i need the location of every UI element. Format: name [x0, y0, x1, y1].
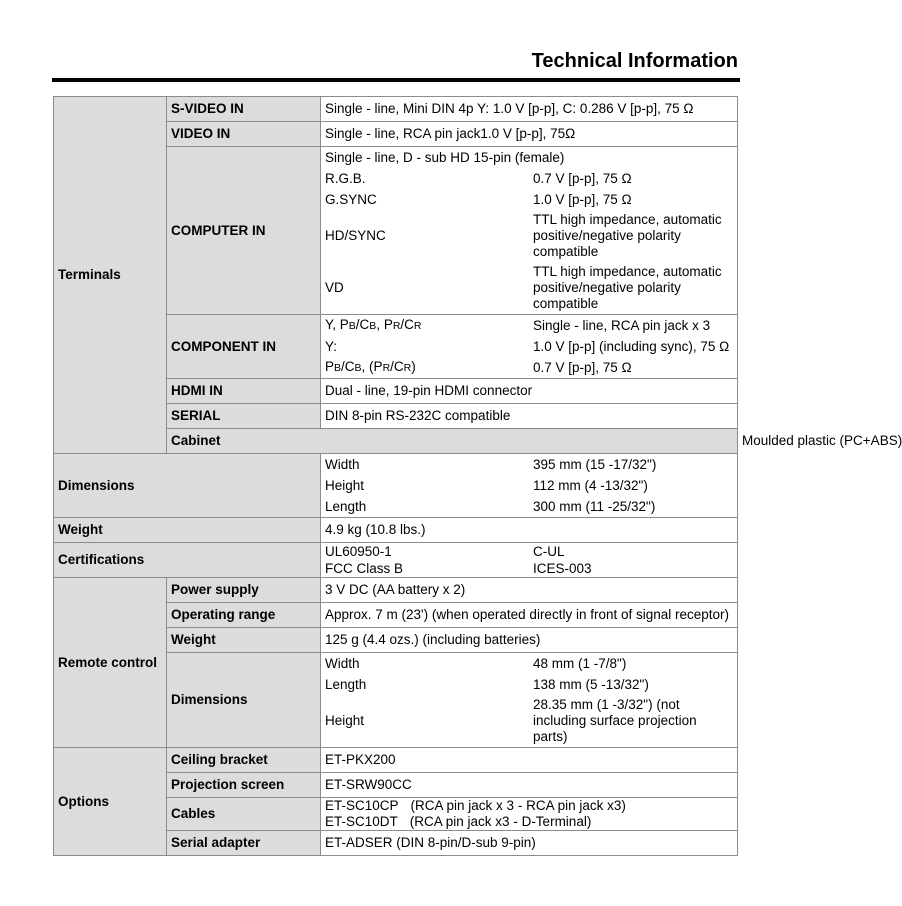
label-video-in: VIDEO IN [167, 122, 321, 147]
list-item: Height 28.35 mm (1 -3/32") (not including surface projection parts) [325, 697, 697, 744]
list-item: PB/CB, (PR/CR) 0.7 V [p-p], 75 Ω [325, 359, 632, 375]
value-hdmi-in: Dual - line, 19-pin HDMI connector [321, 379, 738, 404]
value-serial: DIN 8-pin RS-232C compatible [321, 404, 738, 429]
value-computer-in [321, 147, 738, 315]
list-item: R.G.B. 0.7 V [p-p], 75 Ω [325, 170, 632, 186]
value-remote-weight: 125 g (4.4 ozs.) (including batteries) [321, 628, 738, 653]
computer-intro: Single - line, D - sub HD 15-pin (female) [325, 149, 565, 165]
list-item: Length 138 mm (5 -13/32") [325, 676, 649, 692]
value-svideo-in: Single - line, Mini DIN 4p Y: 1.0 V [p-p], C: 0.286 V [p-p], 75 Ω [321, 97, 738, 122]
value-power-supply: 3 V DC (AA battery x 2) [321, 578, 738, 603]
list-item: Width 395 mm (15 -17/32") [325, 456, 657, 472]
list-item: G.SYNC 1.0 V [p-p], 75 Ω [325, 191, 632, 207]
table-row: Cabinet Moulded plastic (PC+ABS) [54, 429, 738, 454]
label-remote-dimensions: Dimensions [167, 653, 321, 748]
list-item: Y: 1.0 V [p-p] (including sync), 75 Ω [325, 338, 730, 354]
value-operating-range: Approx. 7 m (23') (when operated directly in front of signal receptor) [321, 603, 738, 628]
group-cabinet: Cabinet [167, 429, 738, 454]
list-item: ET-SC10CP (RCA pin jack x 3 - RCA pin jack x3) [325, 798, 626, 813]
value-serial-adapter: ET-ADSER (DIN 8-pin/D-sub 9-pin) [321, 831, 738, 856]
table-row [54, 518, 738, 543]
table-row [54, 578, 738, 603]
title-rule [52, 78, 740, 82]
list-item: HD/SYNC TTL high impedance, automatic positive/negative polarity compatible [325, 212, 722, 259]
group-terminals: Terminals [54, 97, 167, 454]
table-row [54, 543, 738, 578]
table-row [54, 97, 738, 122]
value-projection-screen: ET-SRW90CC [321, 773, 738, 798]
list-item: UL60950-1 C-UL [325, 543, 565, 559]
label-ceiling-bracket: Ceiling bracket [167, 748, 321, 773]
list-item: Width 48 mm (1 -7/8") [325, 655, 627, 671]
label-power-supply: Power supply [167, 578, 321, 603]
group-certifications: Certifications [54, 543, 321, 578]
label-remote-weight: Weight [167, 628, 321, 653]
label-cables: Cables [167, 798, 321, 831]
list-item: Height 112 mm (4 -13/32") [325, 477, 648, 493]
list-item: FCC Class B ICES-003 [325, 560, 592, 576]
value-ceiling-bracket: ET-PKX200 [321, 748, 738, 773]
label-svideo-in: S-VIDEO IN [167, 97, 321, 122]
label-computer-in: COMPUTER IN [167, 147, 321, 315]
group-dimensions: Dimensions [54, 454, 321, 518]
value-cables [321, 798, 738, 831]
table-row [54, 748, 738, 773]
value-video-in: Single - line, RCA pin jack1.0 V [p-p], 75Ω [321, 122, 738, 147]
label-component-in: COMPONENT IN [167, 315, 321, 379]
component-pb-pr: PB/CB, (PR/CR) [325, 359, 416, 374]
table-row [54, 454, 738, 518]
page-title: Technical Information [531, 50, 738, 72]
value-certifications [321, 543, 738, 578]
group-remote-control: Remote control [54, 578, 167, 748]
list-item: VD TTL high impedance, automatic positive/negative polarity compatible [325, 264, 722, 311]
label-operating-range: Operating range [167, 603, 321, 628]
label-serial-adapter: Serial adapter [167, 831, 321, 856]
list-item: Length 300 mm (11 -25/32") [325, 498, 656, 514]
label-hdmi-in: HDMI IN [167, 379, 321, 404]
group-options: Options [54, 748, 167, 856]
list-item: Y, PB/CB, PR/CR Single - line, RCA pin jack x 3 [325, 317, 711, 333]
value-weight: 4.9 kg (10.8 lbs.) [321, 518, 738, 543]
component-signal-names: Y, PB/CB, PR/CR [325, 317, 422, 332]
spec-table [53, 96, 902, 856]
group-weight: Weight [54, 518, 321, 543]
list-item: ET-SC10DT (RCA pin jack x3 - D-Terminal) [325, 814, 592, 829]
label-projection-screen: Projection screen [167, 773, 321, 798]
value-dimensions [321, 454, 738, 518]
value-component-in [321, 315, 738, 379]
label-serial: SERIAL [167, 404, 321, 429]
value-remote-dimensions [321, 653, 738, 748]
